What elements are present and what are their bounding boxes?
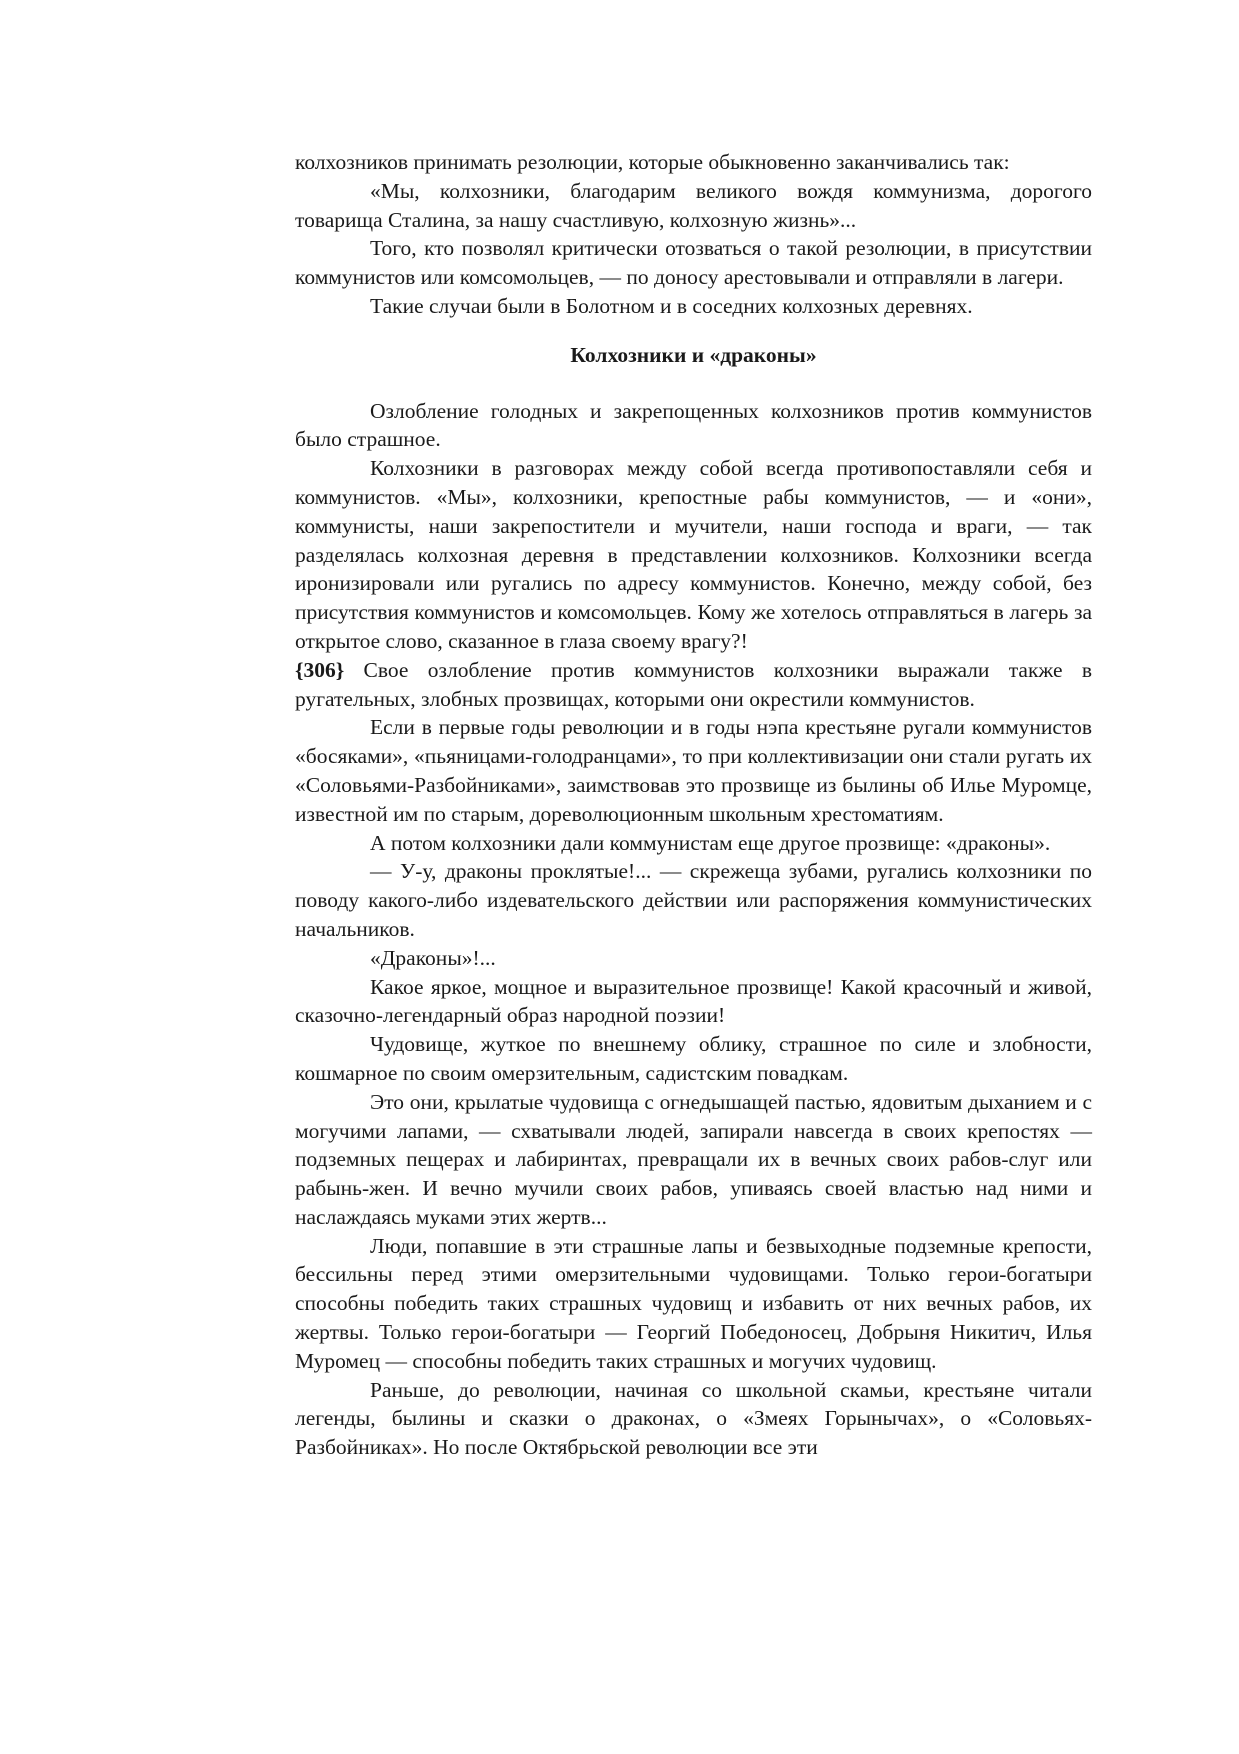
paragraph: колхозников принимать резолюции, которые обыкновенно заканчивались так: — [295, 150, 1010, 174]
paragraph: Какое яркое, мощное и выразительное прозвище! Какой красочный и живой, сказочно-легендарный образ народной поэзии! — [295, 974, 1092, 1028]
paragraph: Озлобление голодных и закрепощенных колхозников против коммунистов было страшное. — [295, 398, 1092, 452]
paragraph: «Драконы»!... — [370, 945, 496, 970]
paragraph: «Мы, колхозники, благодарим великого вождя коммунизма, дорогого товарища Сталина, за нашу счастливую, колхозную жизнь»... — [295, 178, 1092, 232]
paragraph: Люди, попавшие в эти страшные лапы и безвыходные подземные крепости, бессильны перед этими омерзительными чудовищами. Только герои-богатыри способны победить таких страшных чудовищ и избавить от них вечных рабов, их жертвы. Только герои-богатыри — Георгий Победоносец, Добрыня Никитич, Илья Муромец — способны победить таких страшных и могучих чудовищ. — [295, 1233, 1092, 1373]
paragraph: А потом колхозники дали коммунистам еще другое прозвище: «драконы». — [370, 830, 1051, 855]
paragraph: Того, кто позволял критически отозваться о такой резолюции, в присутствии коммунистов или комсомольцев, — по доносу арестовывали и отправляли в лагери. — [295, 236, 1092, 290]
page-number-marker: {306} — [295, 657, 345, 682]
section-heading: Колхозники и «драконы» — [570, 342, 817, 367]
paragraph-text: Свое озлобление против коммунистов колхозники выражали также в ругательных, злобных прозвищах, которыми они окрестили коммунистов. — [295, 657, 1092, 711]
paragraph: Чудовище, жуткое по внешнему облику, страшное по силе и злобности, кошмарное по своим омерзительным, садистским повадкам. — [295, 1032, 1092, 1085]
paragraph: Это они, крылатые чудовища с огнедышащей пастью, ядовитым дыханием и с могучими лапами, — схватывали людей, запирали навсегда в своих крепостях — подземных пещерах и лабиринтах, превращали их в вечных своих рабов-слуг или рабынь-жен. И вечно мучили своих рабов, упиваясь своей властью над ними и наслаждаясь муками этих жертв... — [295, 1089, 1092, 1229]
paragraph: Раньше, до революции, начиная со школьной скамьи, крестьяне читали легенды, былины и сказки о драконах, о «Змеях Горынычах», о «Соловьях-Разбойниках». Но после Октябрьской революции все эти — [295, 1377, 1092, 1460]
paragraph: — У-у, драконы проклятые!... — скрежеща зубами, ругались колхозники по поводу какого-либо издевательского действии или распоряжения коммунистических начальников. — [295, 859, 1092, 941]
paragraph: Такие случаи были в Болотном и в соседних колхозных деревнях. — [370, 293, 973, 318]
paragraph-with-page-marker — [295, 656, 1092, 714]
document-page — [295, 148, 1092, 1462]
paragraph: Колхозники в разговорах между собой всегда противопоставляли себя и коммунистов. «Мы», колхозники, крепостные рабы коммунистов, — и «они», коммунисты, наши закрепостители и мучители, наши господа и враги, — так разделялась колхозная деревня в представлении колхозников. Колхозники всегда иронизировали или ругались по адресу коммунистов. Конечно, между собой, без присутствия коммунистов и комсомольцев. Кому же хотелось отправляться в лагерь за открытое слово, сказанное в глаза своему врагу?! — [295, 456, 1092, 653]
paragraph: Если в первые годы революции и в годы нэпа крестьяне ругали коммунистов «босяками», «пьяницами-голодранцами», то при коллективизации они стали ругать их «Соловьями-Разбойниками», заимствовав это прозвище из былины об Илье Муромце, известной им по старым, дореволюционным школьным хрестоматиям. — [295, 715, 1092, 826]
